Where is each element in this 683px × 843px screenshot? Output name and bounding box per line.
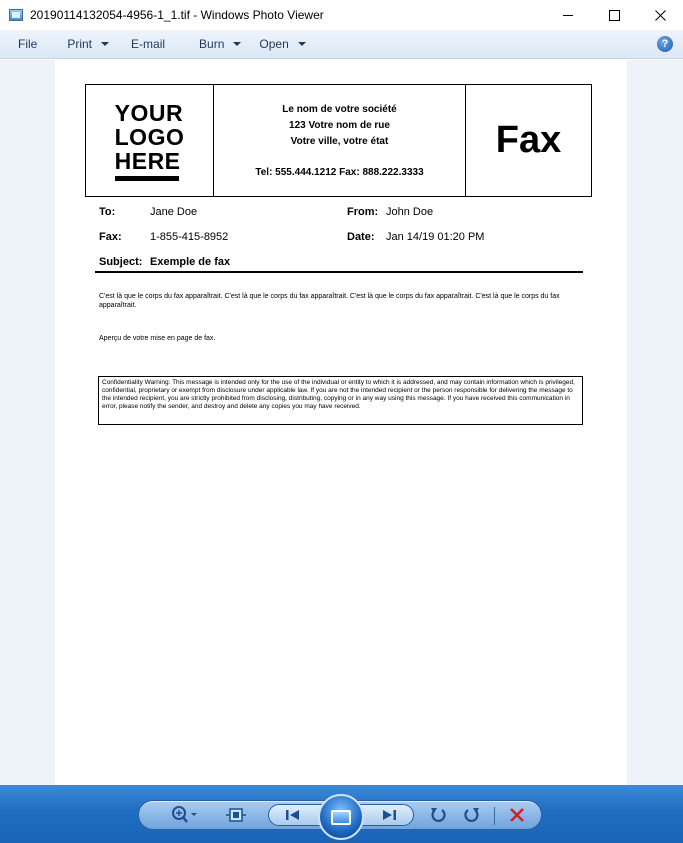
fax-banner: Fax: [495, 119, 562, 161]
image-viewer-area[interactable]: [0, 60, 683, 785]
company-street: 123 Votre nom de rue: [289, 120, 390, 131]
company-phones: Tel: 555.444.1212 Fax: 888.222.3333: [255, 167, 424, 178]
menu-burn[interactable]: [193, 32, 247, 56]
subject-value: Exemple de fax: [150, 256, 231, 268]
fax-label: Fax:: [99, 231, 122, 243]
to-label: To:: [99, 206, 116, 218]
from-value: John Doe: [386, 206, 434, 218]
company-city: Votre ville, votre état: [290, 136, 389, 147]
company-info: [214, 85, 466, 196]
fax-header: [85, 84, 592, 197]
menu-print-label: Print: [67, 37, 93, 51]
close-button[interactable]: [637, 0, 683, 30]
header-divider: [95, 271, 583, 273]
company-name: Le nom de votre société: [282, 104, 397, 115]
date-value: Jan 14/19 01:20 PM: [386, 231, 485, 243]
chevron-down-icon: [233, 42, 241, 46]
menu-file[interactable]: [12, 32, 43, 56]
fax-body: C'est là que le corps du fax apparaîtrait. C'est là que le corps du fax apparaîtrait. C'est là que le corps du fax apparaîtrait. C'est là que le corps du fax apparaîtrait.: [99, 293, 560, 309]
menu-email-label: E-mail: [131, 37, 166, 51]
date-label: Date:: [347, 231, 375, 243]
slideshow-icon: [331, 810, 351, 825]
maximize-icon: [609, 10, 620, 21]
photo-viewer-app-icon: [9, 9, 23, 21]
logo-line-2: LOGO: [114, 123, 185, 150]
fax-fields: [85, 197, 592, 273]
menu-burn-label: Burn: [199, 37, 225, 51]
window-controls: [545, 0, 683, 30]
previous-button[interactable]: [282, 804, 304, 826]
fax-document: [85, 84, 592, 410]
subject-label: Subject:: [99, 256, 143, 268]
from-label: From:: [347, 206, 379, 218]
menu-open-label: Open: [259, 37, 289, 51]
title-bar: [0, 0, 683, 30]
next-button[interactable]: [378, 804, 400, 826]
rotate-counterclockwise-button[interactable]: [427, 804, 449, 826]
minimize-button[interactable]: [545, 0, 591, 30]
minimize-icon: [563, 10, 574, 21]
chevron-down-icon: [298, 42, 306, 46]
logo-underbar: [115, 176, 179, 181]
close-icon: [655, 10, 666, 21]
logo-line-3: HERE: [114, 147, 181, 174]
menu-bar: [0, 30, 683, 59]
menu-email[interactable]: [125, 32, 171, 56]
logo-placeholder: [115, 101, 185, 181]
to-value: Jane Doe: [150, 206, 198, 218]
rotate-left-icon: [428, 805, 448, 825]
rotate-clockwise-button[interactable]: [461, 804, 483, 826]
logo-line-1: YOUR: [114, 99, 184, 126]
next-icon: [380, 807, 398, 823]
zoom-button[interactable]: [168, 804, 200, 826]
chevron-down-icon: [101, 42, 109, 46]
rotate-right-icon: [462, 805, 482, 825]
zoom-icon: [169, 805, 199, 825]
layout-preview-note: Aperçu de votre mise en page de fax.: [99, 335, 216, 342]
confidentiality-warning: Confidentiality Warning: This message is intended only for the use of the individual or entity to which it is addressed, and may contain information which is privileged, confidential, proprietary or exempt from disclosure under applicable law. If you are not the intended recipient or the person responsible for delivering the message to the intended recipient, you are strictly prohibited from disclosing, distributing, copying or in any way using this message. If you have received this communication in error, please notify the sender, and destroy and delete any copies you may have received.: [98, 376, 583, 425]
help-icon[interactable]: ?: [657, 36, 673, 52]
fax-page: [55, 60, 627, 785]
logo-cell: [86, 85, 214, 196]
delete-icon: [509, 807, 525, 823]
menu-print[interactable]: [61, 32, 115, 56]
delete-button[interactable]: [506, 804, 528, 826]
slideshow-button[interactable]: [318, 794, 364, 840]
maximize-button[interactable]: [591, 0, 637, 30]
actual-size-icon: [225, 805, 247, 825]
window-title: 20190114132054-4956-1_1.tif - Windows Photo Viewer: [30, 8, 324, 22]
fax-number-value: 1-855-415-8952: [150, 231, 229, 243]
previous-icon: [284, 807, 302, 823]
menu-open[interactable]: [253, 32, 311, 56]
menu-file-label: File: [18, 37, 38, 51]
toolbar-divider: [494, 807, 495, 825]
actual-size-button[interactable]: [224, 804, 248, 826]
